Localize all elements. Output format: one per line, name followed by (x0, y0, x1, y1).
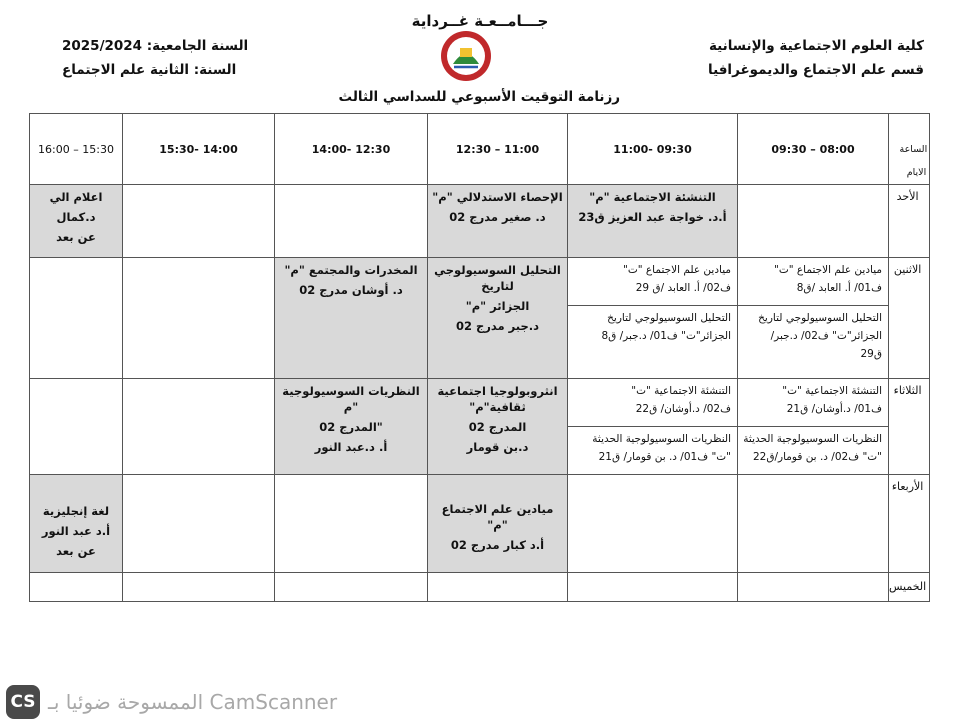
course-cell: اعلام الي د.كمال عن بعد (30, 185, 123, 258)
corner-header (889, 114, 930, 185)
empty-cell (123, 185, 275, 258)
day-monday: الاثنين (889, 258, 930, 379)
university-logo (440, 30, 492, 82)
corner-days-label: الايام (906, 167, 927, 178)
day-wednesday: الأربعاء (889, 475, 930, 573)
faculty-name: كلية العلوم الاجتماعية والإنسانية (708, 38, 924, 54)
split-cell (738, 258, 889, 379)
session-group-2: التحليل السوسيولوجي لتاريخ الجزائر"ت" ف01/ د.جبر/ ق8 (601, 312, 731, 342)
session-group-1: التنشئة الاجتماعية "ت" ف02/ د.أوشان/ ق22 (568, 379, 737, 427)
split-cell (568, 258, 738, 379)
corner-time-label: الساعة (899, 144, 928, 155)
schedule-title: رزنامة التوقيت الأسبوعي للسداسي الثالث (338, 89, 620, 105)
camscanner-watermark (6, 684, 337, 720)
empty-cell (123, 379, 275, 475)
time-header-row (30, 114, 930, 185)
course-cell: الإحصاء الاستدلالي "م" د. صغير مدرج 02 (428, 185, 568, 258)
course-cell: المخدرات والمجتمع "م" د. أوشان مدرج 02 (275, 258, 428, 379)
university-name: جـــامــعـة غــرداية (411, 12, 549, 30)
empty-cell (738, 573, 889, 602)
timetable (29, 113, 930, 602)
empty-cell (123, 475, 275, 573)
course-cell: لغة إنجليزية أ.د عبد النور عن بعد (30, 475, 123, 573)
empty-cell (738, 185, 889, 258)
time-slot-6: 15:30 – 16:00 (30, 114, 123, 185)
split-cell (568, 379, 738, 475)
camscanner-logo-icon: CS (6, 685, 40, 719)
empty-cell (568, 573, 738, 602)
department-name: قسم علم الاجتماع والديموغرافيا (708, 62, 924, 78)
camscanner-text: الممسوحة ضوئيا بـ CamScanner (48, 690, 338, 714)
row-sunday (30, 185, 930, 258)
empty-cell (123, 573, 275, 602)
time-slot-1: 08:00 – 09:30 (738, 114, 889, 185)
empty-cell (428, 573, 568, 602)
row-thursday (30, 573, 930, 602)
session-group-1: التنشئة الاجتماعية "ت" ف01/ د.أوشان/ ق21 (738, 379, 888, 427)
session-group-2: التحليل السوسيولوجي لتاريخ الجزائر"ت" ف02/ د.جبر/ ق29 (758, 312, 882, 360)
empty-cell (30, 379, 123, 475)
course-cell: التحليل السوسيولوجي لتاريخ الجزائر "م" د.جبر مدرج 02 (428, 258, 568, 379)
session-group-1: ميادين علم الاجتماع "ت" ف01/ أ. العابد /ق8 (738, 258, 888, 306)
session-group-1: ميادين علم الاجتماع "ت" ف02/ أ. العابد /ق 29 (568, 258, 737, 306)
academic-year: السنة الجامعية: 2025/2024 (62, 38, 249, 54)
empty-cell (123, 258, 275, 379)
time-slot-5: 14:00 -15:30 (123, 114, 275, 185)
day-thursday: الخميس (889, 573, 930, 602)
row-monday (30, 258, 930, 379)
empty-cell (568, 475, 738, 573)
time-slot-3: 11:00 – 12:30 (428, 114, 568, 185)
course-cell: التنشئة الاجتماعية "م" أ.د. خواجة عبد العزيز ق23 (568, 185, 738, 258)
course-cell: ميادين علم الاجتماع "م" أ.د كبار مدرج 02 (428, 475, 568, 573)
day-sunday: الأحد (889, 185, 930, 258)
empty-cell (275, 475, 428, 573)
course-cell: انثروبولوجيا اجتماعية ثقافية"م" المدرج 02 د.بن قومار (428, 379, 568, 475)
split-cell (738, 379, 889, 475)
session-group-2: النظريات السوسيولوجية الحديثة "ت" ف02/ د. بن قومار/ق22 (743, 433, 882, 463)
empty-cell (30, 258, 123, 379)
day-tuesday: الثلاثاء (889, 379, 930, 475)
empty-cell (738, 475, 889, 573)
empty-cell (275, 185, 428, 258)
empty-cell (275, 573, 428, 602)
study-level: السنة: الثانية علم الاجتماع (62, 62, 237, 78)
time-slot-2: 09:30 -11:00 (568, 114, 738, 185)
empty-cell (30, 573, 123, 602)
row-wednesday (30, 475, 930, 573)
session-group-2: النظريات السوسيولوجية الحديثة "ت" ف01/ د. بن قومار/ ق21 (592, 433, 731, 463)
time-slot-4: 12:30 -14:00 (275, 114, 428, 185)
row-tuesday (30, 379, 930, 475)
course-cell: النظريات السوسيولوجية "م "المدرج 02 أ. د.عبد النور (275, 379, 428, 475)
